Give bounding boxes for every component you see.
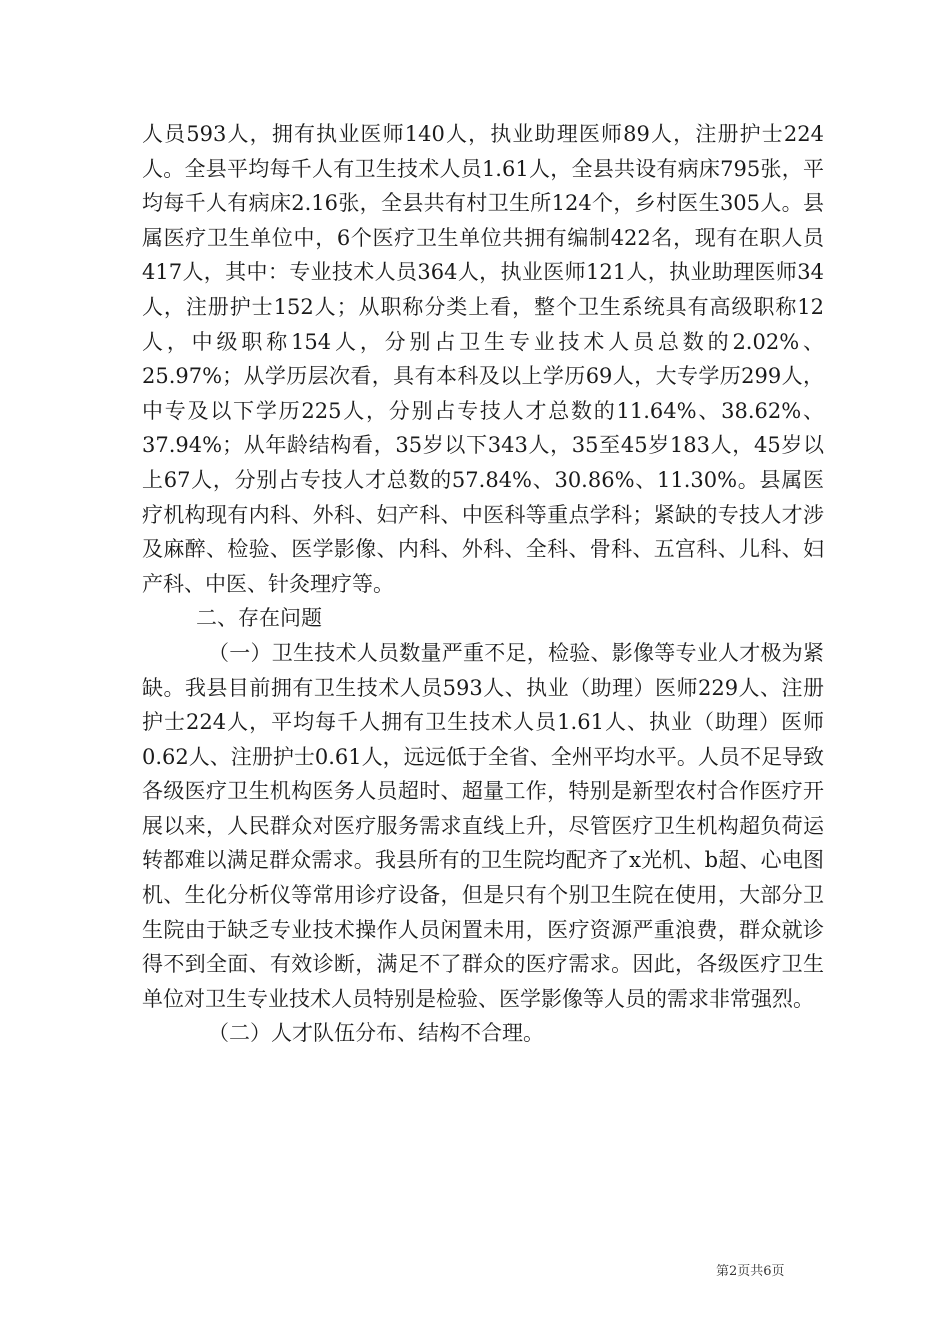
paragraph-problem-two: （二）人才队伍分布、结构不合理。 [208,1021,544,1046]
paragraph-staff-statistics: 人员593人，拥有执业医师140人，执业助理医师89人，注册护士224人。全县平均每千人有卫生技术人员1.61人，全县共设有病床795张，平均每千人有病床2.16张，全县共有村卫生所124个，乡村医生305人。县属医疗卫生单位中，6个医疗卫生单位共拥有编制422名，现有在职人员417人，其中：专业技术人员364人，执业医师121人，执业助理医师34人，注册护士152人；从职称分类上看，整个卫生系统具有高级职称12人，中级职称154人，分别占卫生专业技术人员总数的2.02%、25.97%；从学历层次看，具有本科及以上学历69人，大专学历299人，中专及以下学历225人，分别占专技人才总数的11.64%、38.62%、37.94%；从年龄结构看，35岁以下343人，35至45岁183人，45岁以上67人，分别占专技人才总数的57.84%、30.86%、11.30%。县属医疗机构现有内科、外科、妇产科、中医科等重点学科；紧缺的专技人才涉及麻醉、检验、医学影像、内科、外科、全科、骨科、五宫科、儿科、妇产科、中医、针灸理疗等。 [142,122,824,596]
section-heading-problems: 二、存在问题 [196,606,322,631]
paragraph-problem-one: （一）卫生技术人员数量严重不足，检验、影像等专业人才极为紧缺。我县目前拥有卫生技术人员593人、执业（助理）医师229人、注册护士224人，平均每千人拥有卫生技术人员1.61人、执业（助理）医师0.62人、注册护士0.61人，远远低于全省、全州平均水平。人员不足导致各级医疗卫生机构医务人员超时、超量工作，特别是新型农村合作医疗开展以来，人民群众对医疗服务需求直线上升，尽管医疗卫生机构超负荷运转都难以满足群众需求。我县所有的卫生院均配齐了x光机、b超、心电图机、生化分析仪等常用诊疗设备，但是只有个别卫生院在使用，大部分卫生院由于缺乏专业技术操作人员闲置未用，医疗资源严重浪费，群众就诊得不到全面、有效诊断，满足不了群众的医疗需求。因此，各级医疗卫生单位对卫生专业技术人员特别是检验、医学影像等人员的需求非常强烈。 [142,640,824,1011]
document-body [142,117,824,1051]
page-number-footer: 第2页共6页 [716,1264,785,1279]
